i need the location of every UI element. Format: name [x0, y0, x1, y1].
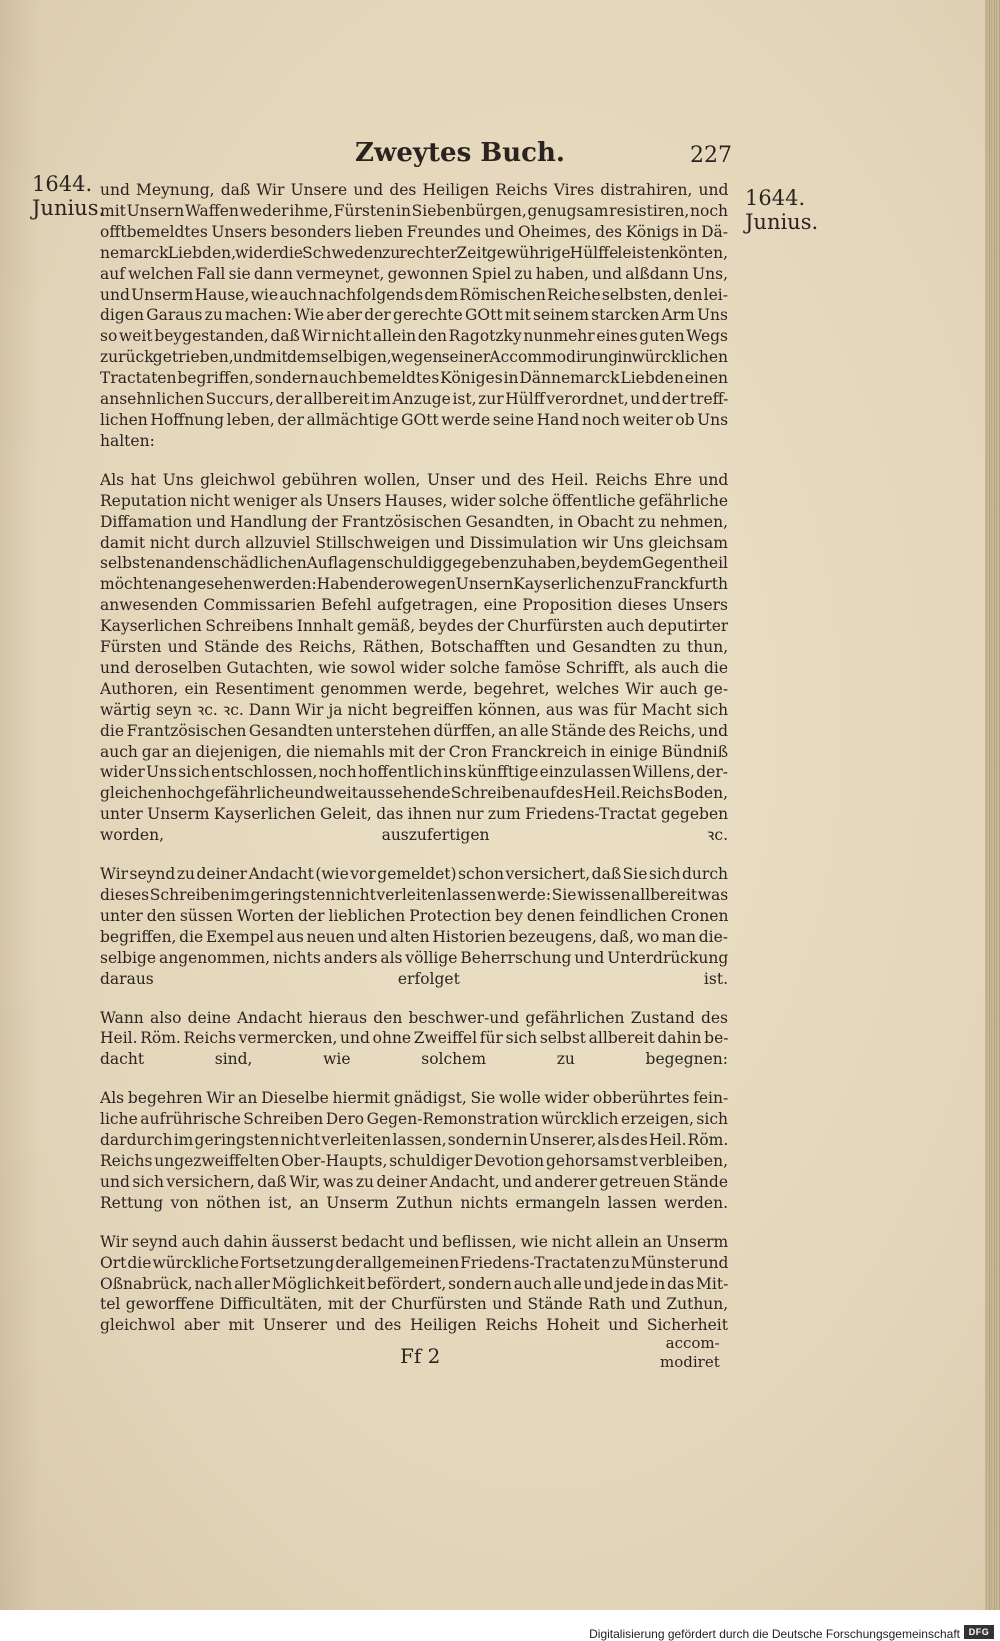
text-line: Wir seynd auch dahin äusserst bedacht und beflissen, wie nicht allein an Unserm [100, 1232, 728, 1251]
text-line: tel geworffene Difficultäten, mit der Churfürsten und Stände Rath und Zuthun, [100, 1295, 728, 1314]
margin-month: Junius. [32, 196, 106, 220]
page-edge [985, 0, 1000, 1610]
text-line: halten: [100, 431, 155, 450]
text-line: selbsten an den schädlichen Auflagen schuldig gegeben zu haben, bey dem Gegentheil [100, 554, 728, 573]
text-line: daraus erfolget ist. [100, 969, 728, 988]
text-line: und sich versichern, daß Wir, was zu deiner Andacht, und anderer getreuen Stände [100, 1172, 728, 1191]
text-line: dieses Schreiben im geringsten nicht verleiten lassen werde: Sie wissen allbereit was [100, 886, 728, 904]
catchword [660, 1334, 720, 1372]
text-line: die Frantzösischen Gesandten unterstehen dürffen, an alle Stände des Reichs, und [100, 721, 728, 740]
left-margin-note [32, 172, 105, 220]
paragraph-gap [100, 452, 728, 470]
dfg-logo: DFG [964, 1625, 994, 1639]
text-line: gleichen hochgefährliche und weit aussehende Schreiben auf des Heil. Reichs Boden, [100, 784, 728, 803]
text-line: unter Unserm Kayserlichen Geleit, das ihnen nur zum Friedens-Tractat gegeben [100, 805, 728, 824]
margin-year: 1644. [745, 186, 806, 210]
catchword-line: modiret [660, 1353, 720, 1371]
text-line: wärtig seyn ꝛc. ꝛc. Dann Wir ja nicht begreiffen können, aus was für Macht sich [100, 700, 728, 719]
text-line: lichen Hoffnung leben, der allmächtige GOtt werde seine Hand noch weiter ob Uns [100, 410, 728, 429]
text-line: und Meynung, daß Wir Unsere und des Heiligen Reichs Vires distrahiren, und [100, 181, 728, 199]
paragraph [100, 1232, 728, 1337]
text-line: offtbemeldtes Unsers besonders lieben Freundes und Oheimes, des Königs in Dä- [100, 222, 728, 241]
paragraph-gap [100, 990, 728, 1008]
text-line: so weit beygestanden, daß Wir nicht allein den Ragotzky nunmehr eines guten Wegs [100, 327, 728, 346]
text-line: dacht sind, wie solchem zu begegnen: [100, 1050, 728, 1069]
main-text-block [100, 180, 728, 1336]
paragraph [100, 864, 728, 989]
text-line: auch gar an diejenigen, die niemahls mit der Cron Franckreich in einige Bündniß [100, 742, 728, 761]
text-line: Fürsten und Stände des Reichs, Räthen, Botschafften und Gesandten zu thun, [100, 638, 728, 657]
text-line: Authoren, ein Resentiment genommen werde, begehret, welches Wir auch ge- [100, 679, 728, 698]
running-head: Zweytes Buch. [355, 138, 565, 168]
text-line: zurück getrieben, und mit demselbigen, wegen seiner Accommodirung in würcklichen [100, 348, 728, 367]
paragraph-gap [100, 1214, 728, 1232]
text-line: und Unserm Hause, wie auch nachfolgends dem Römischen Reiche selbsten, den lei- [100, 285, 728, 304]
paragraph [100, 1008, 728, 1071]
page-number: 227 [690, 143, 732, 168]
text-line: damit nicht durch allzuviel Stillschweigen und Dissimulation wir Uns gleichsam [100, 533, 728, 552]
text-line: selbige angenommen, nichts anders als völlige Beherrschung und Unterdrückung [100, 948, 728, 967]
text-line: gleichwol aber mit Unserer und des Heiligen Reichs Hoheit und Sicherheit [100, 1316, 728, 1335]
paragraph-gap [100, 1070, 728, 1088]
text-line: wider Uns sich entschlossen, noch hoffentlich ins künfftige einzulassen Willens, der- [100, 763, 728, 782]
text-line: Als hat Uns gleichwol gebühren wollen, Unser und des Heil. Reichs Ehre und [100, 470, 728, 489]
text-line: liche aufrührische Schreiben Dero Gegen-Remonstration würcklich erzeigen, sich [100, 1110, 728, 1129]
text-line: Diffamation und Handlung der Frantzösischen Gesandten, in Obacht zu nehmen, [100, 512, 728, 531]
text-line: mit Unsern Waffen weder ihme, Fürsten in Siebenbürgen, genugsam resistiren, noch [100, 201, 728, 220]
text-line: Heil. Röm. Reichs vermercken, und ohne Zweiffel für sich selbst allbereit dahin be- [100, 1029, 728, 1048]
text-line: auf welchen Fall sie dann vermeynet, gewonnen Spiel zu haben, und alßdann Uns, [100, 264, 728, 283]
paragraph [100, 470, 728, 846]
text-line: Reichs ungezweiffelten Ober-Haupts, schuldiger Devotion gehorsamst verbleiben, [100, 1151, 728, 1170]
text-line: Wann also deine Andacht hieraus den beschwer-und gefährlichen Zustand des [100, 1008, 728, 1027]
text-line: nemarck Liebden, wider die Schweden zu rechter Zeit gewührige Hülffe leisten könten, [100, 243, 728, 262]
catchword-line: accom- [665, 1334, 720, 1352]
text-line: dardurch im geringsten nicht verleiten lassen, sondern in Unserer, als des Heil. Röm. [100, 1131, 728, 1150]
text-line: Tractaten begriffen, sondern auch bemeldtes Königes in Dännemarck Liebden einen [100, 369, 728, 388]
margin-year: 1644. [32, 172, 93, 196]
text-line: Reputation nicht weniger als Unsers Hauses, wider solche öffentliche gefährliche [100, 491, 728, 510]
text-line: anwesenden Commissarien Befehl aufgetragen, eine Proposition dieses Unsers [100, 596, 728, 615]
paragraph [100, 1088, 728, 1213]
text-line: Als begehren Wir an Dieselbe hiermit gnädigst, Sie wolle wider obberührtes fein- [100, 1089, 728, 1108]
signature-mark: Ff 2 [400, 1344, 441, 1368]
right-margin-note [745, 186, 818, 234]
text-line: digen Garaus zu machen: Wie aber der gerechte GOtt mit seinem starcken Arm Uns [100, 306, 728, 325]
footer-credit: Digitalisierung gefördert durch die Deutsche Forschungsgemeinschaft [589, 1627, 960, 1641]
text-line: möchten angesehen werden: Haben derowegen Unsern Kayserlichen zu Franckfurth [100, 575, 728, 594]
text-line: begriffen, die Exempel aus neuen und alten Historien bezeugens, daß, wo man die- [100, 927, 728, 946]
text-line: Oßnabrück, nach aller Möglichkeit befördert, sondern auch alle und jede in das Mit- [100, 1274, 728, 1293]
text-line: worden, auszufertigen ꝛc. [100, 826, 728, 845]
text-line: Ort die würckliche Fortsetzung der allgemeinen Friedens-Tractaten zu Münster und [100, 1253, 728, 1272]
paragraph [100, 180, 728, 452]
margin-month: Junius. [745, 210, 819, 234]
text-line: Rettung von nöthen ist, an Unserm Zuthun nichts ermangeln lassen werden. [100, 1193, 728, 1212]
text-line: ansehnlichen Succurs, der allbereit im Anzuge ist, zur Hülff verordnet, und der treff- [100, 390, 728, 409]
text-line: Wir seynd zu deiner Andacht (wie vor gemeldet) schon versichert, daß Sie sich durch [100, 865, 728, 884]
text-line: Kayserlichen Schreibens Innhalt gemäß, beydes der Churfürsten auch deputirter [100, 617, 728, 636]
text-line: und deroselben Gutachten, wie sowol wider solche famöse Schrifft, als auch die [100, 658, 728, 677]
text-line: unter den süssen Worten der lieblichen Protection bey denen feindlichen Cronen [100, 906, 728, 925]
paragraph-gap [100, 846, 728, 864]
